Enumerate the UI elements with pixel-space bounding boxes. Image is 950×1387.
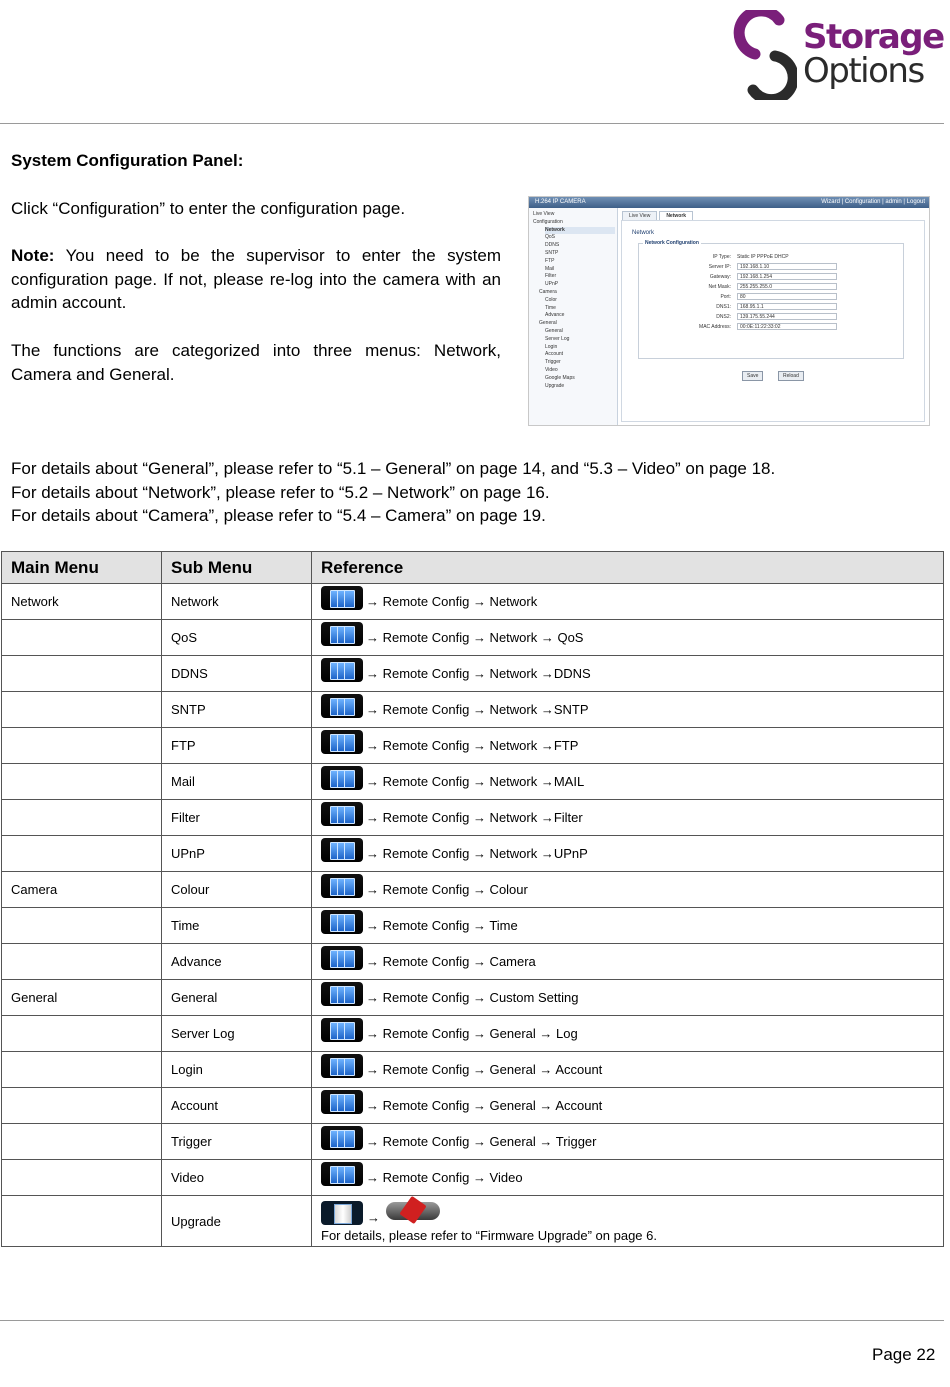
screenshot-tree-item: Configuration: [533, 218, 563, 225]
reference-path-part: → Network: [472, 701, 541, 717]
remote-config-icon: [321, 730, 363, 754]
reference-path-part: → Remote Config: [366, 1169, 473, 1185]
reference-path: [321, 774, 943, 790]
screenshot-field-value: 168.95.1.1: [737, 303, 837, 310]
screenshot-tab-network: Network: [659, 211, 693, 221]
table-row: [2, 692, 944, 728]
cell-main-menu: Camera: [2, 872, 162, 908]
screenshot-field-row: [639, 263, 903, 271]
reference-path: [321, 1062, 943, 1078]
page-number: Page 22: [872, 1345, 936, 1364]
screenshot-field-label: DNS2:: [716, 314, 731, 320]
reference-path: [321, 1170, 943, 1186]
reference-path-part: → Remote Config: [366, 1025, 473, 1041]
screenshot-tree-item: QoS: [545, 234, 556, 241]
reference-path-part: → Remote Config: [366, 629, 473, 645]
remote-config-icon: [321, 1054, 363, 1078]
screenshot-top-links: Wizard | Configuration | admin | Logout: [821, 199, 925, 205]
cell-reference: [312, 728, 944, 764]
categories-paragraph: The functions are categorized into three menus: Network, Camera and General.: [11, 341, 501, 384]
screenshot-title-bar: [529, 197, 929, 208]
details-references: [11, 457, 941, 528]
cell-main-menu: [2, 1160, 162, 1196]
reference-path: [321, 594, 943, 610]
upgrade-note: For details, please refer to “Firmware Upgrade” on page 6.: [321, 1228, 657, 1243]
screenshot-tree-item: Live View: [533, 211, 555, 217]
screenshot-tab-live-view: Live View: [622, 211, 657, 221]
screenshot-field-row: [639, 313, 903, 321]
reference-path-part: → Remote Config: [366, 593, 473, 609]
remote-config-icon: [321, 802, 363, 826]
menu-reference-table: [1, 551, 944, 1247]
reference-path-part: → Remote Config: [366, 1097, 473, 1113]
screenshot-reload-button: Reload: [778, 371, 804, 381]
cell-reference: [312, 1160, 944, 1196]
table-row-upgrade: [2, 1196, 944, 1247]
table-row: [2, 1052, 944, 1088]
cell-reference: [312, 656, 944, 692]
table-row: [2, 764, 944, 800]
reference-path-part: → Network: [472, 773, 541, 789]
screenshot-save-button: Save: [742, 371, 763, 381]
table-row: [2, 908, 944, 944]
cell-reference: [312, 908, 944, 944]
screenshot-tree-item: General: [539, 320, 557, 327]
reference-path-part: → Network: [472, 593, 538, 609]
header-sub-menu: Sub Menu: [162, 552, 312, 584]
screenshot-field-row: [639, 323, 903, 331]
table-row: [2, 620, 944, 656]
screenshot-field-value: 139.175.55.244: [737, 313, 837, 320]
screenshot-fieldset: [638, 240, 904, 359]
screenshot-tree-item: Video: [545, 367, 558, 373]
reference-path: [321, 810, 943, 826]
details-general: For details about “General”, please refer to “5.1 – General” on page 14, and “5.3 – Video” on page 18.: [11, 459, 776, 478]
cell-main-menu: [2, 1052, 162, 1088]
footer-divider: [0, 1320, 944, 1321]
screenshot-tree-item: Network: [545, 227, 615, 234]
reference-path-part: →MAIL: [540, 773, 585, 789]
screenshot-tree-item: Advance: [545, 312, 565, 319]
cell-sub-menu: Filter: [162, 800, 312, 836]
screenshot-ip-type-options: Static IP PPPoE DHCP: [737, 254, 789, 260]
cell-sub-menu: Login: [162, 1052, 312, 1088]
reference-path-part: →FTP: [540, 737, 579, 753]
reference-path-part: → General: [472, 1061, 540, 1077]
table-row: [2, 836, 944, 872]
remote-config-icon: [321, 874, 363, 898]
screenshot-tabs: [622, 211, 695, 219]
reference-path-part: → Colour: [472, 881, 528, 897]
details-camera: For details about “Camera”, please refer to “5.4 – Camera” on page 19.: [11, 506, 546, 525]
table-row: [2, 944, 944, 980]
screenshot-tree-item: FTP: [545, 257, 555, 264]
reference-path-part: → Remote Config: [366, 953, 473, 969]
screenshot-field-value: 80: [737, 293, 837, 300]
table-row: [2, 1160, 944, 1196]
reference-path: [321, 882, 943, 898]
remote-config-icon: [321, 946, 363, 970]
screenshot-tree-item: Trigger: [545, 359, 561, 366]
details-network: For details about “Network”, please refer to “5.2 – Network” on page 16.: [11, 482, 550, 502]
screenshot-tree-item: DDNS: [545, 242, 560, 249]
cell-reference: [312, 1016, 944, 1052]
note-paragraph: [11, 244, 501, 315]
cell-main-menu: [2, 728, 162, 764]
reference-path-part: → Remote Config: [366, 1133, 473, 1149]
cell-sub-menu: General: [162, 980, 312, 1016]
screenshot-field-value: 192.168.1.254: [737, 273, 837, 280]
reference-path-part: → Remote Config: [366, 737, 473, 753]
reference-path: [321, 954, 943, 970]
screenshot-ip-type-label: IP Type:: [712, 254, 731, 260]
cell-sub-menu: Advance: [162, 944, 312, 980]
screenshot-field-label: MAC Address:: [699, 324, 731, 330]
screenshot-field-label: Port:: [720, 294, 731, 300]
firmware-upgrade-icon: [384, 1199, 442, 1225]
cell-sub-menu: UPnP: [162, 836, 312, 872]
remote-config-icon: [321, 1162, 363, 1186]
table-row: [2, 980, 944, 1016]
cell-sub-menu: Time: [162, 908, 312, 944]
cell-main-menu: [2, 800, 162, 836]
cell-sub-menu: Mail: [162, 764, 312, 800]
reference-path: [321, 918, 943, 934]
table-row: [2, 800, 944, 836]
reference-path-part: → Remote Config: [366, 917, 473, 933]
screenshot-panel-title: Network: [632, 230, 655, 236]
cell-sub-menu: Upgrade: [162, 1196, 312, 1247]
remote-config-icon: [321, 982, 363, 1006]
reference-path-part: → Account: [539, 1097, 603, 1113]
reference-path: [321, 666, 943, 682]
reference-path-part: → Remote Config: [366, 989, 473, 1005]
remote-config-icon: [321, 838, 363, 862]
reference-path-part: → Custom Setting: [472, 989, 579, 1005]
table-row: [2, 1088, 944, 1124]
reference-path-part: → Network: [472, 665, 541, 681]
table-row: [2, 584, 944, 620]
note-label: Note:: [11, 246, 55, 265]
cell-main-menu: [2, 656, 162, 692]
screenshot-main: [619, 208, 929, 425]
logo-s-mark-icon: [733, 10, 797, 100]
screenshot-panel: [621, 220, 925, 422]
reference-path-part: → Remote Config: [366, 701, 473, 717]
table-row: [2, 728, 944, 764]
reference-path: [321, 738, 943, 754]
cell-sub-menu: Network: [162, 584, 312, 620]
cell-reference: [312, 872, 944, 908]
table-row: [2, 656, 944, 692]
screenshot-tree-item: SNTP: [545, 250, 559, 256]
screenshot-fieldset-title: Network Configuration: [645, 240, 699, 246]
reference-path-part: → General: [472, 1097, 540, 1113]
cell-sub-menu: Server Log: [162, 1016, 312, 1052]
reference-path-part: → Network: [472, 809, 541, 825]
screenshot-tree-item: Filter: [545, 273, 557, 280]
cell-main-menu: Network: [2, 584, 162, 620]
cell-reference: [312, 836, 944, 872]
reference-path-part: →SNTP: [540, 701, 589, 717]
note-text: You need to be the supervisor to enter the system configuration page. If not, please re-log into the camera with an admin account.: [11, 246, 501, 312]
reference-path-part: →Filter: [540, 809, 583, 825]
reference-path-part: → General: [472, 1133, 540, 1149]
cell-sub-menu: Account: [162, 1088, 312, 1124]
screenshot-field-label: DNS1:: [716, 304, 731, 310]
cell-reference: [312, 620, 944, 656]
reference-path-part: → Video: [472, 1169, 523, 1185]
remote-config-icon: [321, 586, 363, 610]
reference-path: [321, 702, 943, 718]
reference-path-part: → Trigger: [539, 1133, 597, 1149]
remote-config-icon: [321, 1090, 363, 1114]
remote-config-icon: [321, 1018, 363, 1042]
cell-main-menu: [2, 692, 162, 728]
cell-reference: [312, 1196, 944, 1247]
cell-main-menu: [2, 944, 162, 980]
screenshot-tree-item: Time: [545, 304, 556, 311]
reference-path-part: → Time: [472, 917, 518, 933]
reference-path: [321, 1026, 943, 1042]
cell-sub-menu: Colour: [162, 872, 312, 908]
cell-reference: [312, 584, 944, 620]
cell-main-menu: [2, 908, 162, 944]
cell-reference: [312, 944, 944, 980]
screenshot-tree-item: Google Maps: [545, 374, 575, 381]
cell-reference: [312, 692, 944, 728]
screenshot-field-row: [639, 293, 903, 301]
logo-text-storage: Storage: [803, 17, 944, 57]
reference-path: [321, 1098, 943, 1114]
header-reference: Reference: [312, 552, 944, 584]
remote-config-icon: [321, 622, 363, 646]
cell-main-menu: [2, 1088, 162, 1124]
upgrade-page-icon: [321, 1201, 363, 1225]
screenshot-field-label: Server IP:: [708, 264, 731, 270]
screenshot-title: H.264 IP CAMERA: [535, 199, 586, 205]
screenshot-field-value: 00:0E:11:22:33:02: [737, 323, 837, 330]
screenshot-tree-item: General: [545, 328, 563, 334]
cell-sub-menu: SNTP: [162, 692, 312, 728]
header-divider: [0, 123, 944, 124]
cell-reference: [312, 800, 944, 836]
screenshot-field-row: [639, 303, 903, 311]
table-row: [2, 872, 944, 908]
reference-path-part: → Account: [539, 1061, 603, 1077]
screenshot-field-label: Net Mask:: [708, 284, 731, 290]
reference-path-part: → Log: [539, 1025, 578, 1041]
cell-main-menu: [2, 1016, 162, 1052]
screenshot-tree-menu: [529, 208, 618, 425]
screenshot-tree-item: Color: [545, 296, 557, 303]
screenshot-field-row: [639, 273, 903, 281]
remote-config-icon: [321, 1126, 363, 1150]
reference-path-part: →DDNS: [540, 665, 591, 681]
storage-options-logo: [733, 10, 944, 100]
screenshot-ip-type-row: [639, 253, 903, 261]
cell-sub-menu: FTP: [162, 728, 312, 764]
cell-sub-menu: Trigger: [162, 1124, 312, 1160]
table-row: [2, 1124, 944, 1160]
reference-path-part: → Remote Config: [366, 665, 473, 681]
reference-path-part: → Remote Config: [366, 845, 473, 861]
screenshot-field-value: 192.168.1.10: [737, 263, 837, 270]
header-main-menu: Main Menu: [2, 552, 162, 584]
screenshot-tree-item: Camera: [539, 289, 557, 295]
table-header-row: [2, 552, 944, 584]
reference-path: [321, 630, 943, 646]
remote-config-icon: [321, 766, 363, 790]
reference-path: [321, 846, 943, 862]
cell-sub-menu: Video: [162, 1160, 312, 1196]
cell-reference: [312, 764, 944, 800]
screenshot-field-value: 255.255.255.0: [737, 283, 837, 290]
cell-main-menu: [2, 836, 162, 872]
screenshot-tree-item: UPnP: [545, 281, 559, 288]
cell-reference: [312, 1088, 944, 1124]
reference-path-part: → Network: [472, 737, 541, 753]
screenshot-field-row: [639, 283, 903, 291]
screenshot-tree-item: Server Log: [545, 335, 570, 342]
remote-config-icon: [321, 658, 363, 682]
section-title: System Configuration Panel:: [11, 151, 244, 170]
cell-reference: [312, 980, 944, 1016]
reference-path-part: → Remote Config: [366, 773, 473, 789]
logo-text-options: Options: [803, 51, 924, 91]
table-row: [2, 1016, 944, 1052]
reference-path-part: → Network: [472, 845, 541, 861]
screenshot-tree-item: Upgrade: [545, 382, 565, 389]
screenshot-field-label: Gateway:: [709, 274, 731, 280]
remote-config-icon: [321, 694, 363, 718]
cell-main-menu: [2, 1124, 162, 1160]
intro-paragraph: Click “Configuration” to enter the configuration page.: [11, 199, 406, 218]
reference-path-part: → Remote Config: [366, 1061, 473, 1077]
reference-path-part: → Remote Config: [366, 809, 473, 825]
upgrade-arrow: →: [367, 1210, 380, 1225]
reference-path: [321, 990, 943, 1006]
reference-path-part: → Remote Config: [366, 881, 473, 897]
cell-reference: [312, 1052, 944, 1088]
cell-main-menu: General: [2, 980, 162, 1016]
cell-sub-menu: QoS: [162, 620, 312, 656]
cell-main-menu: [2, 764, 162, 800]
reference-path-part: → General: [472, 1025, 540, 1041]
configuration-screenshot: [528, 196, 930, 426]
cell-sub-menu: DDNS: [162, 656, 312, 692]
reference-path-part: →UPnP: [540, 845, 588, 861]
reference-path: [321, 1134, 943, 1150]
cell-reference: [312, 1124, 944, 1160]
reference-path-part: → Camera: [472, 953, 536, 969]
screenshot-tree-item: Mail: [545, 265, 555, 272]
screenshot-tree-item: Account: [545, 351, 564, 358]
reference-path-part: → Network: [472, 629, 541, 645]
cell-main-menu: [2, 620, 162, 656]
remote-config-icon: [321, 910, 363, 934]
screenshot-tree-item: Login: [545, 343, 558, 350]
reference-path-part: → QoS: [540, 629, 584, 645]
cell-main-menu: [2, 1196, 162, 1247]
